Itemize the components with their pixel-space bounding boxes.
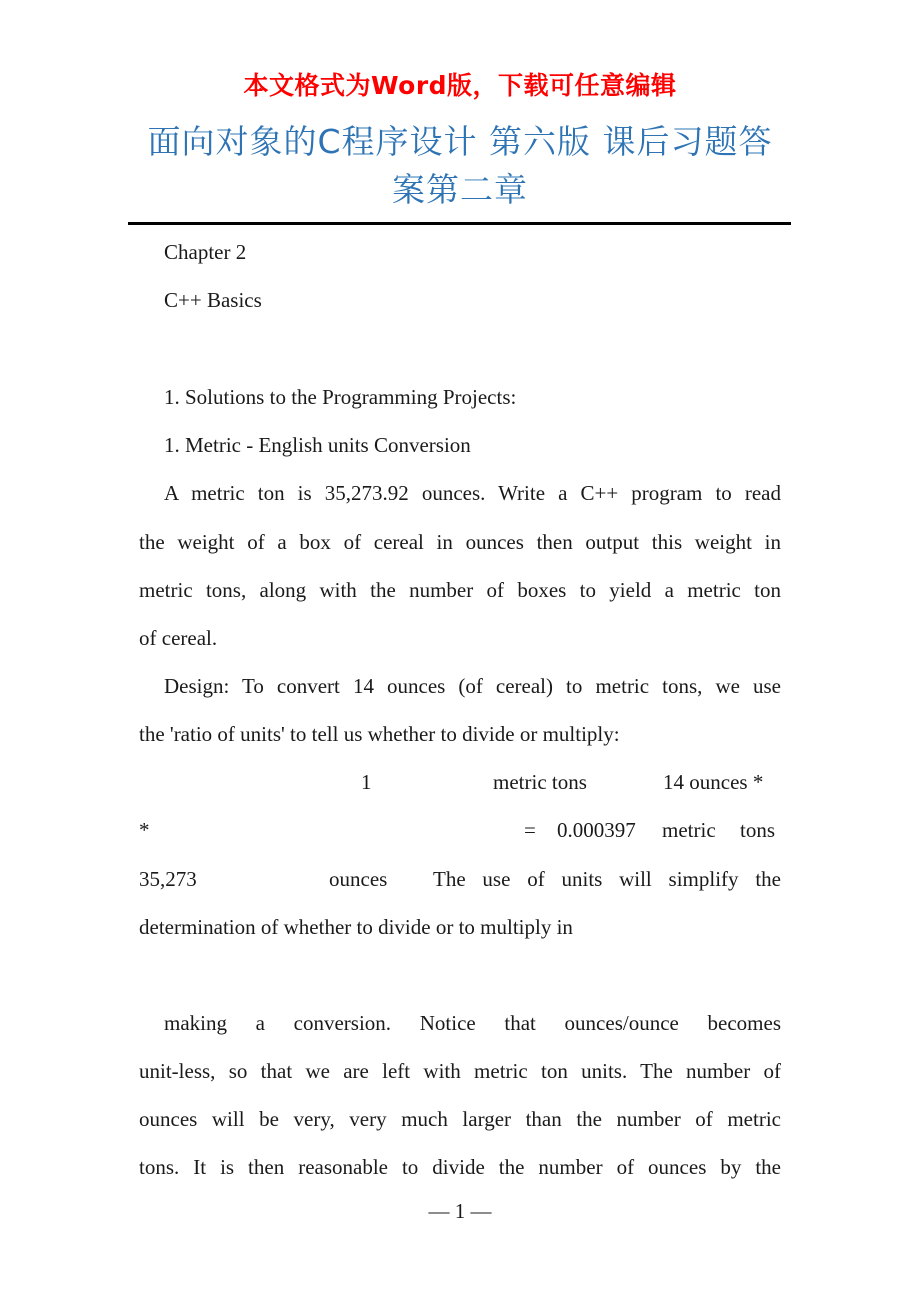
title-divider	[128, 222, 791, 225]
formula-result-unit: metric	[662, 818, 716, 842]
design-line: the 'ratio of units' to tell us whether to divide or multiply:	[139, 722, 620, 746]
problem-line: A metric ton is 35,273.92 ounces. Write a C++ program to read	[164, 481, 781, 505]
page-number: — 1 —	[428, 1199, 492, 1223]
continuation-line: tons. It is then reasonable to divide the number of ounces by the	[139, 1155, 781, 1179]
formula-result: 0.000397	[557, 818, 636, 842]
chapter-label: Chapter 2	[164, 240, 247, 264]
title-line-2: 案第二章	[392, 170, 528, 209]
continuation-line: unit-less, so that we are left with metric ton units. The number of	[139, 1059, 781, 1083]
formula-denominator: 35,273	[139, 867, 197, 891]
formula-numerator: 1	[361, 770, 372, 794]
formula-trailing-text: The use of units will simplify the	[433, 867, 781, 891]
formula-term: 14 ounces *	[663, 770, 764, 794]
formula-equals: =	[524, 818, 536, 842]
editable-notice: 本文格式为Word版，下载可任意编辑	[243, 71, 677, 100]
formula-unit: metric tons	[493, 770, 587, 794]
section-heading: 1. Solutions to the Programming Projects:	[164, 385, 517, 409]
chapter-title: C++ Basics	[164, 288, 262, 312]
continuation-line: ounces will be very, very much larger than the number of metric	[139, 1107, 781, 1131]
problem-line: the weight of a box of cereal in ounces then output this weight in	[139, 530, 781, 554]
formula-operator: *	[139, 818, 150, 842]
design-line: Design: To convert 14 ounces (of cereal) to metric tons, we use	[164, 674, 781, 698]
continuation-line: making a conversion. Notice that ounces/ounce becomes	[164, 1011, 781, 1035]
document-title	[130, 118, 790, 214]
formula-result-unit: tons	[740, 818, 776, 842]
title-line-1: 面向对象的C程序设计 第六版 课后习题答	[147, 122, 773, 161]
problem-line: metric tons, along with the number of boxes to yield a metric ton	[139, 578, 781, 602]
design-line: determination of whether to divide or to multiply in	[139, 915, 573, 939]
formula-denominator-unit: ounces	[329, 867, 388, 891]
problem-line: of cereal.	[139, 626, 218, 650]
project-title: 1. Metric - English units Conversion	[164, 433, 471, 457]
